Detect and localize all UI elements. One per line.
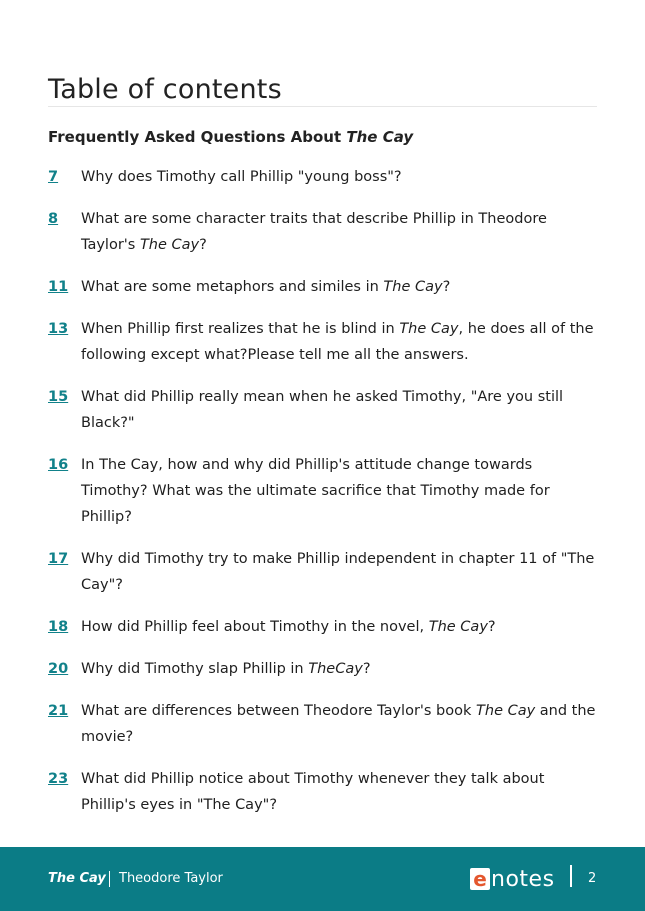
toc-question-segment: Why does Timothy call Phillip "young boss"? <box>81 169 402 185</box>
toc-question-segment: How did Phillip feel about Timothy in the novel, <box>81 619 429 635</box>
toc-question-text[interactable] <box>81 316 600 368</box>
toc-question-segment: What are some character traits that describe Phillip in Theodore Taylor's <box>81 211 547 253</box>
footer-book-title: The Cay <box>48 871 106 886</box>
toc-question-text[interactable] <box>81 656 600 682</box>
footer-bar <box>0 847 645 911</box>
toc-question-text[interactable] <box>81 206 600 258</box>
toc-question-segment: What did Phillip really mean when he asked Timothy, "Are you still Black?" <box>81 389 564 431</box>
toc-page-link[interactable]: 13 <box>48 321 69 337</box>
toc-page-link[interactable]: 16 <box>48 457 69 473</box>
toc-question-book-title: The Cay <box>383 279 443 295</box>
toc-entry <box>48 164 600 190</box>
footer-separator-right <box>570 865 572 887</box>
toc-question-segment: ? <box>199 237 207 253</box>
section-heading-prefix: Frequently Asked Questions About <box>48 128 347 146</box>
toc-question-text[interactable] <box>81 452 600 530</box>
section-heading <box>48 128 413 146</box>
toc-question-segment: , he does all of the following except what?Please tell me all the answers. <box>81 321 594 363</box>
toc-page-link[interactable]: 23 <box>48 771 69 787</box>
toc-question-segment: What are differences between Theodore Taylor's book <box>81 703 477 719</box>
toc-question-segment: Why did Timothy try to make Phillip independent in chapter 11 of "The Cay"? <box>81 551 595 593</box>
toc-question-text[interactable] <box>81 614 600 640</box>
toc-page-link[interactable]: 11 <box>48 279 69 295</box>
toc-question-segment: ? <box>362 661 371 677</box>
enotes-logo[interactable] <box>470 867 555 891</box>
footer-separator <box>109 871 110 887</box>
toc-page-link[interactable]: 8 <box>48 211 59 227</box>
toc-page-link[interactable]: 21 <box>48 703 69 719</box>
toc-question-text[interactable] <box>81 164 600 190</box>
toc-question-text[interactable] <box>81 698 600 750</box>
toc-question-segment: What are some metaphors and similes in <box>81 279 384 295</box>
toc-page-link[interactable]: 20 <box>48 661 69 677</box>
toc-entry <box>48 206 600 258</box>
enotes-logo-text: notes <box>491 866 555 892</box>
toc-question-book-title: The Cay <box>428 619 488 635</box>
toc-entry <box>48 384 600 436</box>
toc-question-book-title: TheCay <box>308 661 363 677</box>
toc-question-segment: Why did Timothy slap Phillip in <box>81 661 309 677</box>
toc-question-book-title: The Cay <box>399 321 459 337</box>
toc-entry <box>48 656 600 682</box>
toc-page-link[interactable]: 18 <box>48 619 69 635</box>
toc-entry <box>48 698 600 750</box>
footer-author: Theodore Taylor <box>119 871 223 886</box>
toc-question-segment: In The Cay, how and why did Phillip's attitude change towards Timothy? What was the ultimate sacrifice that Timothy made for Phillip? <box>81 457 550 525</box>
toc-question-text[interactable] <box>81 274 600 300</box>
toc-entry <box>48 452 600 530</box>
toc-entry <box>48 274 600 300</box>
toc-entry <box>48 546 600 598</box>
toc-entry <box>48 316 600 368</box>
toc-question-segment: When Phillip first realizes that he is blind in <box>81 321 400 337</box>
toc-page-link[interactable]: 7 <box>48 169 59 185</box>
toc-question-text[interactable] <box>81 766 600 818</box>
toc-question-book-title: The Cay <box>476 703 536 719</box>
enotes-logo-e: e <box>470 868 490 890</box>
toc-question-text[interactable] <box>81 546 600 598</box>
toc-question-segment: ? <box>442 279 451 295</box>
page-number: 2 <box>588 871 597 886</box>
toc-entry <box>48 614 600 640</box>
toc-question-book-title: The Cay <box>139 237 200 253</box>
toc-entry <box>48 766 600 818</box>
toc-page-link[interactable]: 15 <box>48 389 69 405</box>
toc-list <box>48 164 600 834</box>
title-divider <box>48 106 597 107</box>
toc-question-segment: What did Phillip notice about Timothy whenever they talk about Phillip's eyes in "The Cay"? <box>81 771 545 813</box>
toc-question-text[interactable] <box>81 384 600 436</box>
toc-question-segment: ? <box>487 619 496 635</box>
section-heading-book-title: The Cay <box>346 128 414 146</box>
toc-page-link[interactable]: 17 <box>48 551 69 567</box>
toc-question-segment: and the movie? <box>81 703 596 745</box>
page-title: Table of contents <box>48 74 282 106</box>
